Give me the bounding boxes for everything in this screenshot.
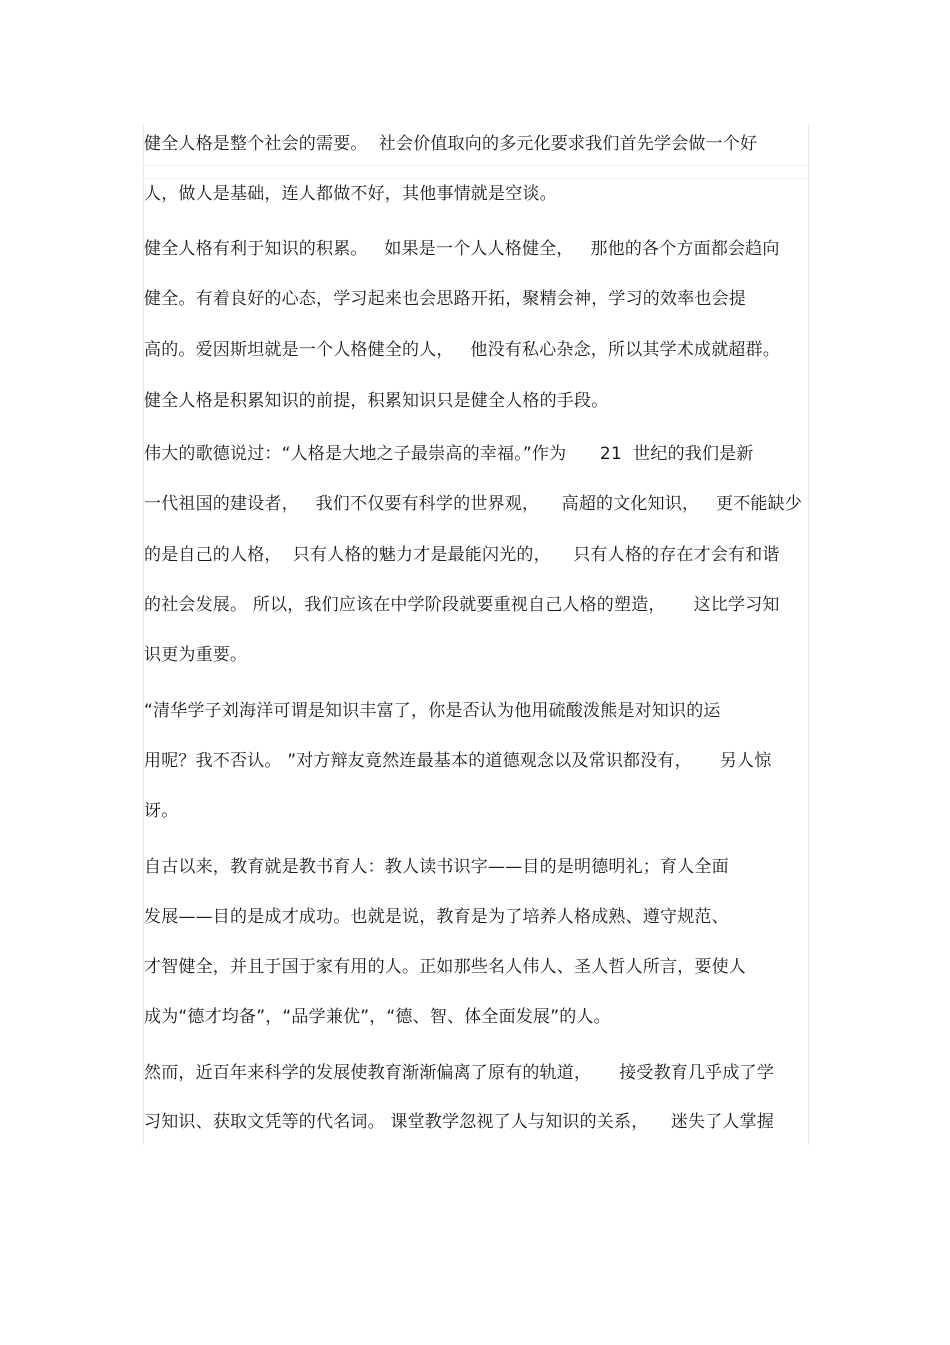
text-line: 讶。 bbox=[144, 801, 179, 821]
text-line: 习知识、获取文凭等的代名词。 课堂教学忽视了人与知识的关系， 迷失了人掌握 bbox=[144, 1112, 775, 1132]
line-divider bbox=[143, 165, 808, 166]
text-line: 才智健全，并且于国于家有用的人。正如那些名人伟人、圣人哲人所言，要使人 bbox=[144, 957, 746, 977]
text-line: 高的。爱因斯坦就是一个人格健全的人， 他没有私心杂念，所以其学术成就超群。 bbox=[144, 340, 781, 360]
text-line: 健全人格是积累知识的前提，积累知识只是健全人格的手段。 bbox=[144, 391, 609, 411]
text-line: 一代祖国的建设者， 我们不仅要有科学的世界观， 高超的文化知识， 更不能缺少 bbox=[144, 494, 803, 514]
line-divider bbox=[143, 178, 808, 179]
text-line: 成为“德才均备”，“品学兼优”，“德、智、体全面发展”的人。 bbox=[144, 1007, 611, 1027]
text-line: 健全人格有利于知识的积累。 如果是一个人人格健全， 那他的各个方面都会趋向 bbox=[144, 239, 780, 259]
text-line: 用呢？我不否认。 ”对方辩友竟然连最基本的道德观念以及常识都没有， 另人惊 bbox=[144, 751, 772, 771]
text-line: 人，做人是基础，连人都做不好，其他事情就是空谈。 bbox=[144, 184, 557, 204]
text-line: 识更为重要。 bbox=[144, 645, 248, 665]
text-line: 发展——目的是成才成功。也就是说，教育是为了培养人格成熟、遵守规范、 bbox=[144, 907, 729, 927]
text-line: 伟大的歌德说过：“人格是大地之子最崇高的幸福。”作为 21 世纪的我们是新 bbox=[144, 444, 754, 464]
text-block-frame bbox=[143, 125, 809, 1145]
text-line: 的社会发展。 所以，我们应该在中学阶段就要重视自己人格的塑造， 这比学习知 bbox=[144, 595, 780, 615]
text-line: 然而，近百年来科学的发展使教育渐渐偏离了原有的轨道， 接受教育几乎成了学 bbox=[144, 1063, 775, 1083]
text-line: 健全人格是整个社会的需要。 社会价值取向的多元化要求我们首先学会做一个好 bbox=[144, 134, 758, 154]
text-line: 健全。有着良好的心态，学习起来也会思路开拓，聚精会神，学习的效率也会提 bbox=[144, 289, 746, 309]
text-line: “清华学子刘海洋可谓是知识丰富了，你是否认为他用硫酸泼熊是对知识的运 bbox=[144, 701, 721, 721]
text-line: 自古以来，教育就是教书育人：教人读书识字——目的是明德明礼；育人全面 bbox=[144, 857, 729, 877]
text-line: 的是自己的人格， 只有人格的魅力才是最能闪光的， 只有人格的存在才会有和谐 bbox=[144, 545, 780, 565]
